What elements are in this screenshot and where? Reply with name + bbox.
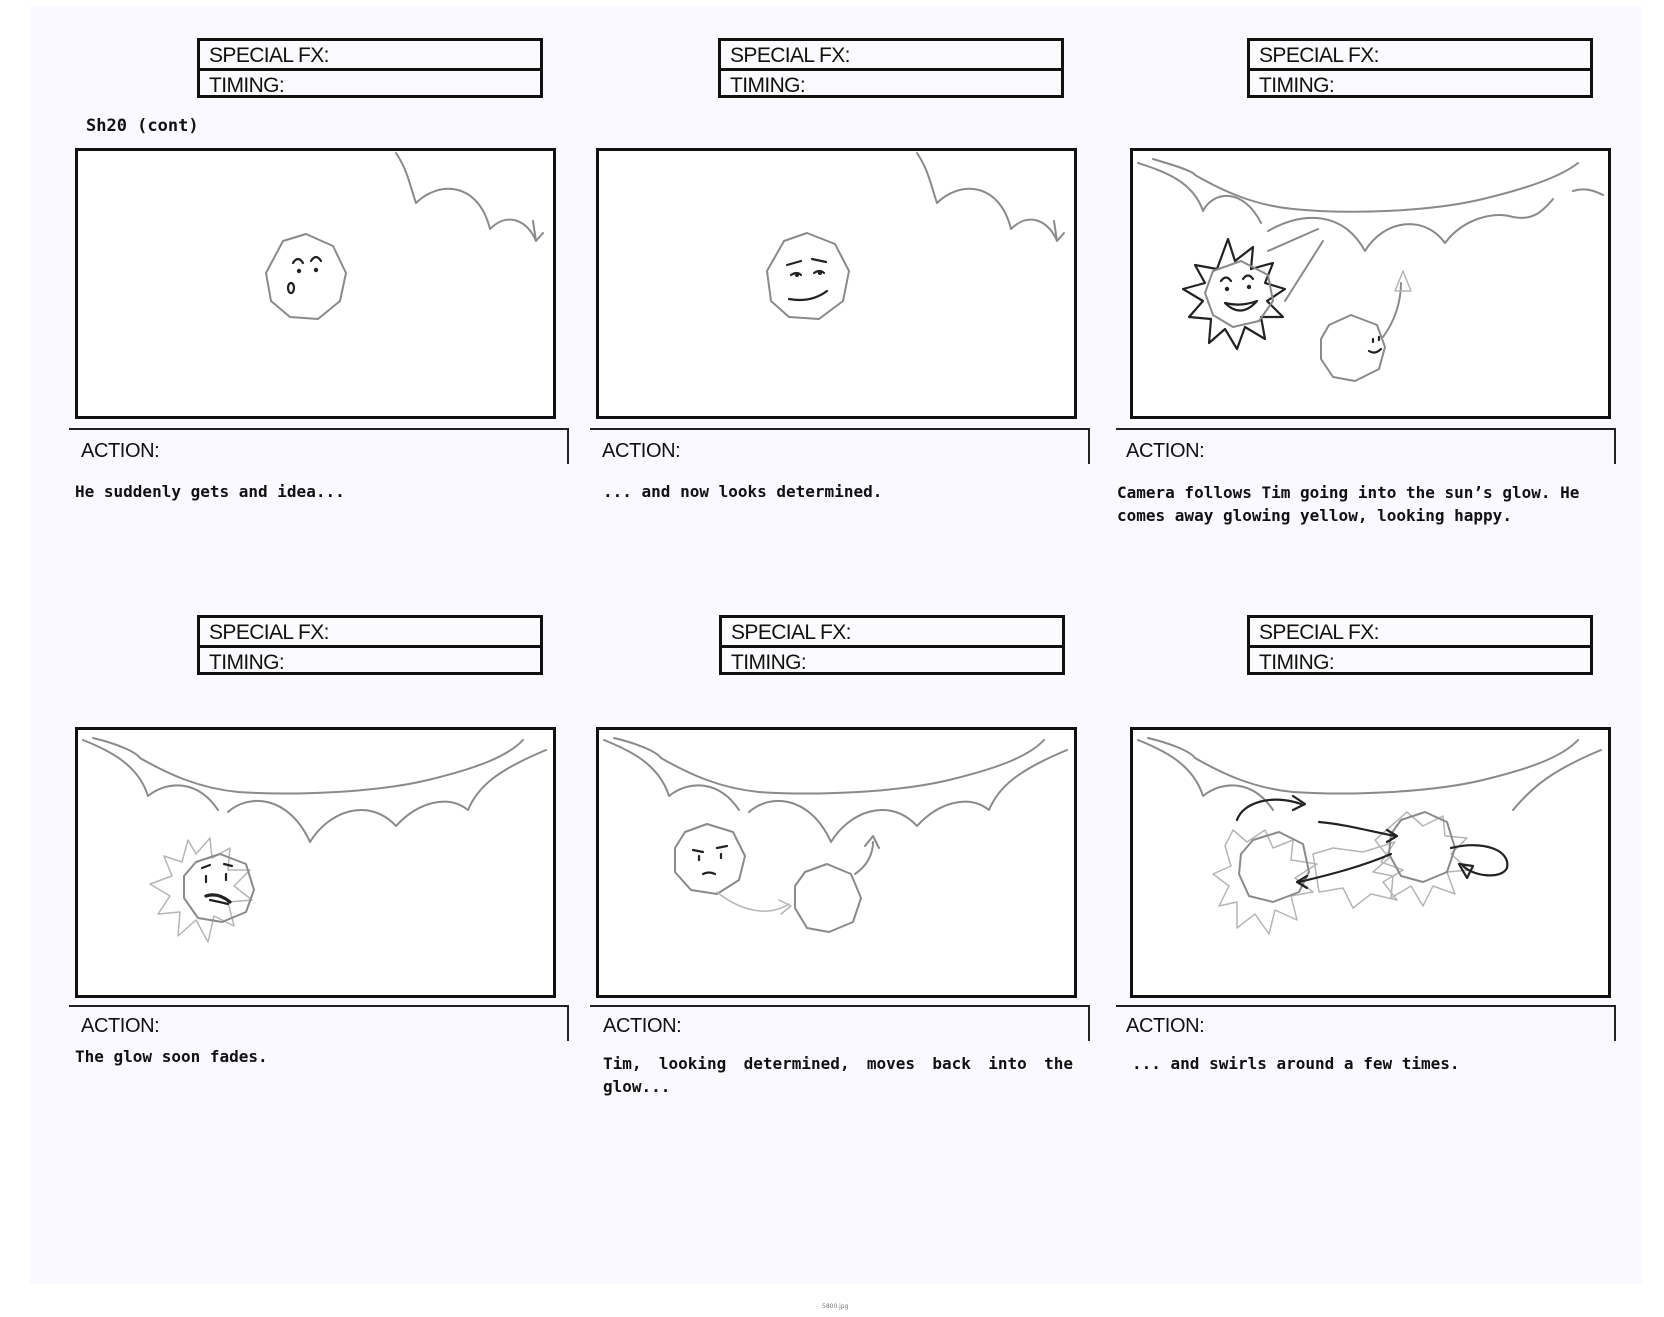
- tim-glow-fading-drawing: [78, 730, 553, 995]
- tim-glowing-happy-drawing: [1133, 151, 1608, 416]
- special-fx-label: SPECIAL FX:: [721, 41, 1061, 71]
- action-label: ACTION:: [81, 1015, 160, 1037]
- action-label: ACTION:: [603, 1015, 682, 1037]
- storyboard-panel-3: [1117, 38, 1640, 678]
- panel-frame-3: [1130, 148, 1611, 419]
- action-label: ACTION:: [81, 440, 160, 462]
- special-fx-label: SPECIAL FX:: [200, 41, 540, 71]
- panel-frame-5: [596, 727, 1077, 998]
- shot-label: Sh20 (cont): [86, 116, 199, 136]
- fx-timing-box: [197, 615, 543, 675]
- tim-determined-drawing: [599, 151, 1074, 416]
- tim-surprised-drawing: [78, 151, 553, 416]
- fx-timing-box: [1247, 38, 1593, 98]
- action-text: Camera follows Tim going into the sun’s glow. He comes away glowing yellow, looking happy.: [1117, 483, 1580, 525]
- timing-label: TIMING:: [209, 74, 285, 97]
- panel-frame-4: [75, 727, 556, 998]
- special-fx-label: SPECIAL FX:: [1250, 618, 1590, 648]
- special-fx-label: SPECIAL FX:: [722, 618, 1062, 648]
- timing-label: TIMING:: [731, 651, 807, 674]
- special-fx-label: SPECIAL FX:: [1250, 41, 1590, 71]
- fx-timing-box: [1247, 615, 1593, 675]
- action-label: ACTION:: [1126, 1015, 1205, 1037]
- storyboard-panel-4: [70, 615, 590, 1255]
- action-text: ... and now looks determined.: [603, 482, 883, 501]
- storyboard-panel-1: [70, 38, 590, 678]
- timing-label: TIMING:: [209, 651, 285, 674]
- action-text: The glow soon fades.: [75, 1047, 268, 1066]
- storyboard-panel-2: [591, 38, 1111, 678]
- action-label: ACTION:: [602, 440, 681, 462]
- fx-timing-box: [719, 615, 1065, 675]
- special-fx-label: SPECIAL FX:: [200, 618, 540, 648]
- storyboard-panel-6: [1120, 615, 1640, 1255]
- panel-frame-2: [596, 148, 1077, 419]
- storyboard-panel-5: [591, 615, 1111, 1255]
- footer-filename: 5800.jpg: [822, 1303, 849, 1310]
- panel-frame-6: [1130, 727, 1611, 998]
- action-text: ... and swirls around a few times.: [1132, 1054, 1460, 1073]
- timing-label: TIMING:: [730, 74, 806, 97]
- panel-frame-1: [75, 148, 556, 419]
- tim-moves-into-glow-drawing: [599, 730, 1074, 995]
- action-text: Tim, looking determined, moves back into the glow...: [603, 1054, 1073, 1096]
- tim-swirls-drawing: [1133, 730, 1608, 995]
- action-label: ACTION:: [1126, 440, 1205, 462]
- timing-label: TIMING:: [1259, 651, 1335, 674]
- action-text: He suddenly gets and idea...: [75, 482, 345, 501]
- timing-label: TIMING:: [1259, 74, 1335, 97]
- fx-timing-box: [197, 38, 543, 98]
- fx-timing-box: [718, 38, 1064, 98]
